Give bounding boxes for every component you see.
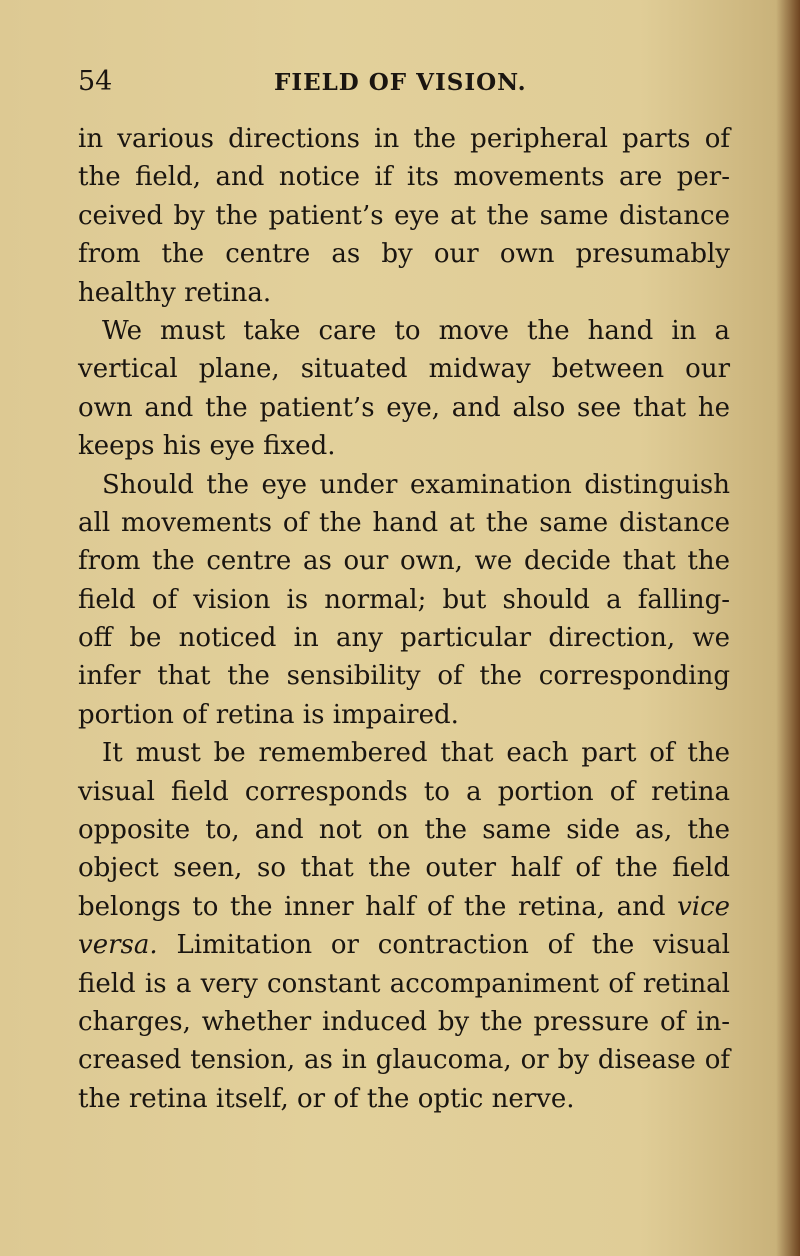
italic-text: versa. (78, 930, 158, 961)
text-line: infer that the sensibility of the corresponding (78, 661, 730, 692)
text-line (78, 926, 730, 964)
text-line: from the centre as by our own presumably (78, 239, 730, 270)
text-line: keeps his eye fixed. (78, 431, 336, 462)
text-line: own and the patient’s eye, and also see that he (78, 392, 730, 423)
text-line: healthy retina. (78, 277, 272, 308)
text-segment: belongs to the inner half of the retina, and (78, 891, 666, 922)
text-line: ceived by the patient’s eye at the same distance (78, 200, 730, 231)
text-line: opposite to, and not on the same side as, the (78, 815, 730, 846)
text-line: creased tension, as in glaucoma, or by disease of (78, 1045, 730, 1076)
text-segment: Limitation or contraction of the visual (176, 930, 731, 961)
body-text (78, 120, 730, 1118)
text-line: charges, whether induced by the pressure of in- (78, 1006, 730, 1037)
text-line (78, 888, 730, 926)
text-line: portion of retina is impaired. (78, 699, 459, 730)
text-line: visual field corresponds to a portion of retina (78, 776, 730, 807)
text-line: field of vision is normal; but should a falling- (78, 584, 730, 615)
text-line: all movements of the hand at the same distance (78, 507, 730, 538)
text-line: from the centre as our own, we decide that the (78, 546, 730, 577)
text-line: It must be remembered that each part of the (102, 738, 730, 769)
page-header (78, 66, 538, 106)
text-line: object seen, so that the outer half of the field (78, 853, 730, 884)
text-line: in various directions in the peripheral parts of (78, 124, 730, 154)
text-line: Should the eye under examination distinguish (102, 469, 730, 500)
italic-text: vice (677, 891, 731, 922)
text-line: field is a very constant accompaniment of retinal (78, 968, 730, 999)
text-line: off be noticed in any particular direction, we (78, 623, 730, 654)
text-line: the field, and notice if its movements are per- (78, 162, 730, 193)
text-line: We must take care to move the hand in a (102, 315, 730, 346)
text-line: vertical plane, situated midway between our (78, 354, 730, 385)
running-head: FIELD OF VISION. (274, 69, 527, 96)
page-number: 54 (78, 66, 113, 97)
text-line: the retina itself, or of the optic nerve. (78, 1083, 575, 1114)
